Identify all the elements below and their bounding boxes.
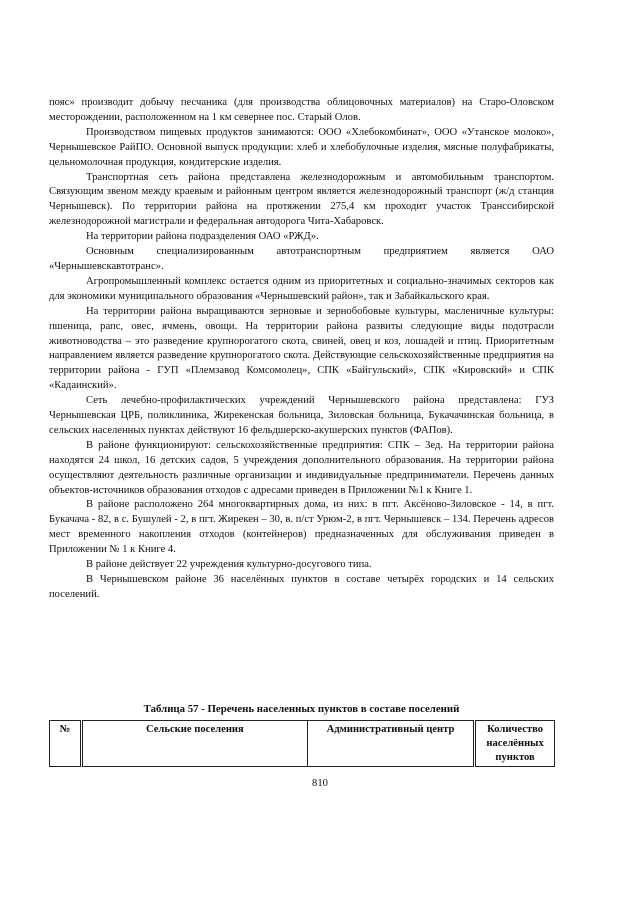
paragraph-3: Транспортная сеть района представлена железнодорожным и автомобильным транспортом. Связующим звеном между краевым и районным центром является железнодорожный транспорт (ж/д станция Чернышевск). По территории района на протяжении 275,4 км проходит участок Транссибирской железнодорожной магистрали и федеральная автодорога Чита-Хабаровск. [49, 171, 554, 228]
paragraph-11: В районе действует 22 учреждения культурно-досугового типа. [86, 559, 372, 571]
table-header-row [50, 721, 555, 767]
body-text [49, 96, 554, 603]
paragraph-10: В районе расположено 264 многоквартирных дома, из них: в пгт. Аксёново-Зиловское - 14, в пгт. Букачача - 82, в с. Бушулей - 2, в пгт. Жирекен – 30, в. п/ст Урюм-2, в пгт. Чернышевск – 134. Перечень адресов мест временного накопления отходов (контейнеров) предназначенных для обслуживания приведен в Приложении № 1 к Книге 4. [49, 499, 554, 556]
paragraph-1: пояс» производит добычу песчаника (для производства облицовочных материалов) на Старо-Оловском месторождении, расположенном на 1 км севернее пос. Старый Олов. [49, 97, 554, 123]
paragraph-12: В Чернышевском районе 36 населённых пунктов в составе четырёх городских и 14 сельских поселений. [49, 574, 554, 600]
header-count: Количество населённых пунктов [475, 721, 555, 767]
paragraph-4: На территории района подразделения ОАО «РЖД». [86, 231, 319, 243]
header-number: № [50, 721, 82, 767]
table-title: Таблица 57 - Перечень населенных пунктов в составе поселений [143, 703, 460, 715]
paragraph-9: В районе функционируют: сельскохозяйственные предприятия: СПК – 3ед. На территории района находятся 24 школ, 16 детских садов, 5 учреждения дополнительного образования. На территории района осуществляют деятельность различные организации и индивидуальные предприниматели. Перечень данных объектов-источников образования отходов с адресами приведен в Приложении №1 к Книге 1. [49, 439, 554, 496]
paragraph-5: Основным специализированным автотранспортным предприятием является ОАО «Чернышевскавтотранс». [49, 246, 554, 272]
paragraph-2: Производством пищевых продуктов занимаются: ООО «Хлебокомбинат», ООО «Утанское молоко», Чернышевское РайПО. Основной выпуск продукции: хлеб и хлебобулочные изделия, мясные полуфабрикаты, цельномолочная продукция, кондитерские изделия. [49, 126, 554, 168]
header-settlements: Сельские поселения [81, 721, 307, 767]
paragraph-8: Сеть лечебно-профилактических учреждений Чернышевского района представлена: ГУЗ Чернышевская ЦРБ, поликлиника, Жирекенская больница, Зиловская больница, Букачачинская больница, в сельских населенных пунктах действуют 16 фельдшерско-акушерских пунктов (ФАПов). [49, 395, 554, 436]
paragraph-6: Агропромышленный комплекс остается одним из приоритетных и социально-значимых секторов как для экономики муниципального образования «Чернышевский район», так и Забайкальского края. [49, 275, 554, 302]
page-number: 810 [312, 778, 328, 789]
settlements-table [49, 720, 555, 767]
paragraph-7: На территории района выращиваются зерновые и зернобобовые культуры, масленичные культуры: пшеница, рапс, овес, ячмень, овощи. На территории района развиты следующие виды подотрасли животноводства – это разведение крупнорогатого скота, свиней, овец и коз, лошадей и птиц. Приоритетным направлением является разведение крупнорогатого скота. Действующие сельскохозяйственные предприятия на территории района - ГУП «Племзавод Комсомолец», СПК «Байгульский», СПК «Кировский» и СПК «Кадаинский». [49, 305, 554, 392]
header-admin-center: Административный центр [307, 721, 474, 767]
